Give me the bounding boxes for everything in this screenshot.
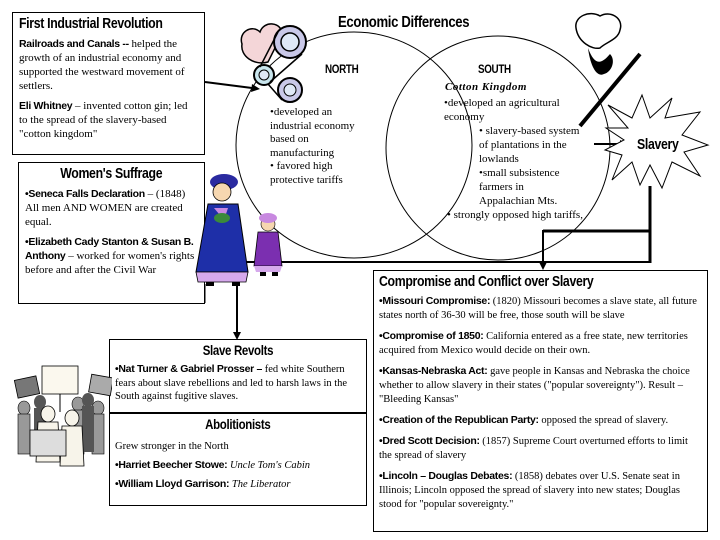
compromise-item: •Compromise of 1850: California entered as a free state, new territories acquired from Mexico would decide on their own. [379,330,688,356]
suffrage-title: Women's Suffrage [60,165,163,182]
slavery-label: Slavery [637,136,679,153]
north-label: NORTH [325,62,359,76]
compromise-conflict-box [373,270,708,532]
revolts-title: Slave Revolts [202,342,274,358]
industrial-title: First Industrial Revolution [19,15,163,32]
south-list: •developed an agricultural economy • slavery-based system of plantations in the lowlands •small subsistence farmers in Appalachian Mts. • strongly opposed high tariffs, [444,97,583,221]
industrial-revolution-box [12,12,205,155]
abolitionists-item: •William Lloyd Garrison: The Liberator [115,478,291,490]
compromise-item: •Missouri Compromise: (1820) Missouri becomes a slave state, all future states north of 36-30 will be free, those south will be slave [379,295,697,321]
suffrage-item: •Seneca Falls Declaration – (1848) All men AND WOMEN are created equal. [25,188,186,228]
womens-suffrage-box [18,162,205,304]
north-list: •developed an industrial economy based on manufacturing • favored high protective tariffs [270,106,355,186]
compromise-title: Compromise and Conflict over Slavery [379,273,594,290]
industrial-item: Railroads and Canals -- helped the growth of an industrial economy and supported the westward movement of settlers. [19,38,185,92]
industrial-item: Eli Whitney – invented cotton gin; led to the spread of the slavery-based "cotton kingdom" [19,100,188,140]
compromise-item: •Kansas-Nebraska Act: gave people in Kansas and Nebraska the choice whether to allow slavery in their states ("popular sovereignty"). Result – "Bleeding Kansas" [379,365,690,405]
suffragette-woman-and-child-image [192,168,292,296]
protesters-crowd-image [12,362,112,472]
abolitionists-box [109,413,367,506]
slave-revolts-box [109,339,367,413]
south-subtitle: Cotton Kingdom [445,81,527,93]
compromise-item: •Creation of the Republican Party: opposed the spread of slavery. [379,414,669,426]
suffrage-item: •Elizabeth Cady Stanton & Susan B. Anthony – worked for women's rights before and after the Civil War [25,236,195,276]
compromise-item: •Dred Scott Decision: (1857) Supreme Court overturned efforts to limit the spread of slavery [379,435,688,461]
abolitionists-item: •Harriet Beecher Stowe: Uncle Tom's Cabin [115,459,310,471]
revolts-item: •Nat Turner & Gabriel Prosser – fed white Southern fears about slave rebellions and led to harsh laws in the South against fugitive slaves. [115,363,348,402]
economic-title: Economic Differences [338,14,470,31]
abolitionists-title: Abolitionists [205,416,271,432]
abolitionists-intro: Grew stronger in the North [115,441,229,452]
south-label: SOUTH [478,62,511,76]
compromise-item: •Lincoln – Douglas Debates: (1858) debates over U.S. Senate seat in Illinois; Lincoln opposed the spread of slavery into new states; Douglas stood for "popular sovereignty." [379,470,680,510]
gears-icon [238,14,308,104]
